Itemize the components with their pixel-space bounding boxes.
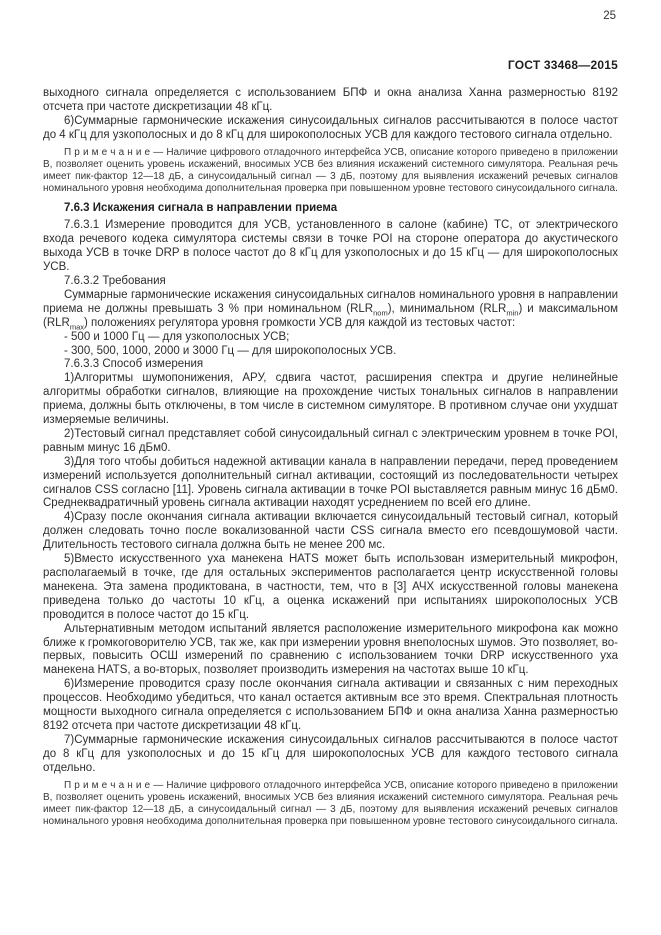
paragraph: 5)Вместо искусственного уха манекена HATS может быть использован измерительный микрофон, располагаемый в точке, где для остальных экспериментов располагается центр искусственной головы манекена. Эта замена продиктована, в частности, тем, что в [3] АЧХ искусственной головы манекена приведена только до частоты 10 кГц, а оценка искажений при испытаниях широкополосных УСВ проводится в полосе частот до 15 кГц. — [43, 553, 618, 621]
paragraph: 2)Тестовый сигнал представляет собой синусоидальный сигнал с электрическим уровнем в точке POI, равным минус 16 дБм0. — [43, 427, 618, 454]
paragraph: 7.6.3.2 Требования — [64, 274, 166, 287]
paragraph: Суммарные гармонические искажения синусоидальных сигналов номинального уровня в направлении приема не должны превышать 3 % при номинальном $(RLR_{nom})$, минимальном $(RLR_{min})$ и максимальном $(RLR_{max})$ положениях регулятора уровня громкости УСВ для каждой из тестовых частот: — [43, 288, 618, 331]
paragraph: 7.6.3.3 Способ измерения — [64, 358, 204, 371]
paragraph: 6)Суммарные гармонические искажения синусоидальных сигналов рассчитываются в полосе частот до 4 кГц для узкополосных и до 8 кГц для широкополосных УСВ для каждого тестового сигнала отдельно. — [43, 114, 618, 141]
page-footer — [43, 6, 618, 24]
paragraph: 1)Алгоритмы шумопонижения, АРУ, сдвига частот, расширения спектра и другие нелинейные алгоритмы обработки сигналов, влияющие на прохождение чистых тональных сигналов в направлении приема, должны быть отключены, в том числе в системном симуляторе. В противном случае они ухудшат измеряемые величины. — [43, 372, 618, 427]
paragraph: 4)Сразу после окончания сигнала активации включается синусоидальный тестовый сигнал, который должен следовать точно после вокализованной части CSS сигнала вместо его псевдошумовой части. Длительность тестового сигнала должна быть не менее 200 мс. — [43, 511, 618, 552]
paragraph: Альтернативным методом испытаний является расположение измерительного микрофона как можно ближе к громкоговорителю УСВ, так же, как при измерении уровня внеполосных шумов. Это позволяет, во-первых, повысить ОСШ измерений по сравнению с использованием точки DRP искусственного уха манекена HATS, а во-вторых, позволяет производить измерения на частотах выше 10 кГц. — [43, 622, 618, 677]
paragraph: - 300, 500, 1000, 2000 и 3000 Гц — для широкополосных УСВ. — [64, 344, 397, 357]
paragraph: 7)Суммарные гармонические искажения синусоидальных сигналов рассчитываются в полосе частот до 8 кГц для узкополосных и до 15 кГц для широкополосных УСВ для каждого тестового сигнала отдельно. — [43, 733, 618, 774]
paragraph: - 500 и 1000 Гц — для узкополосных УСВ; — [64, 330, 290, 343]
note-paragraph: П р и м е ч а н и е — Наличие цифрового отладочного интерфейса УСВ, описание которого приведено в приложении В, позволяет оценить уровень искажений, вносимых УСВ без влияния искажений системного симулятора. Реальная речь имеет пик-фактор 12—18 дБ, а синусоидальный сигнал — 3 дБ, поэтому для выявления искажений речевых сигналов номинального уровня необходима дополнительная проверка при повышенном уровне тестового синусоидального сигнала. — [43, 146, 618, 195]
section-heading: 7.6.3 Искажения сигнала в направлении приема — [64, 202, 338, 215]
paragraph: выходного сигнала определяется с использованием БПФ и окна анализа Ханна размерностью 8192 отсчета при частоте дискретизации 48 кГц. — [43, 87, 618, 113]
page-number: 25 — [603, 10, 616, 22]
standard-number: ГОСТ 33468—2015 — [507, 58, 618, 72]
document-header — [43, 56, 618, 74]
document-body — [43, 87, 618, 832]
note-paragraph: П р и м е ч а н и е — Наличие цифрового отладочного интерфейса УСВ, описание которого приведено в приложении В, позволяет оценить уровень искажений, вносимых УСВ без влияния искажений системного симулятора. Реальная речь имеет пик-фактор 12—18 дБ, а синусоидальный сигнал — 3 дБ, поэтому для выявления искажений речевых сигналов номинального уровня необходима дополнительная проверка при повышенном уровне тестового синусоидального сигнала. — [43, 779, 618, 828]
paragraph: 6)Измерение проводится сразу после окончания сигнала активации и связанных с ним переходных процессов. Необходимо убедиться, что канал остается активным все это время. Спектральная плотность мощности выходного сигнала определяется с использованием БПФ и окна анализа Ханна размерностью 8192 отсчета при частоте дискретизации 48 кГц. — [43, 678, 618, 732]
paragraph: 7.6.3.1 Измерение проводится для УСВ, установленного в салоне (кабине) ТС, от электрического входа речевого кодека симулятора системы связи в точке POI на стороне оператора до акустического выхода УСВ в точке DRP в полосе частот до 8 кГц для узкополосных и до 15 кГц — для широкополосных УСВ. — [43, 219, 618, 274]
paragraph: 3)Для того чтобы добиться надежной активации канала в направлении передачи, перед проведением измерений используется дополнительный сигнал активации, состоящий из последовательности четырех сигналов CSS согласно [11]. Уровень сигнала активации в точке POI выставляется равным минус 16 дБм0. Среднеквадратичный уровень сигнала активации находят усреднением по всей его длине. — [43, 455, 618, 510]
